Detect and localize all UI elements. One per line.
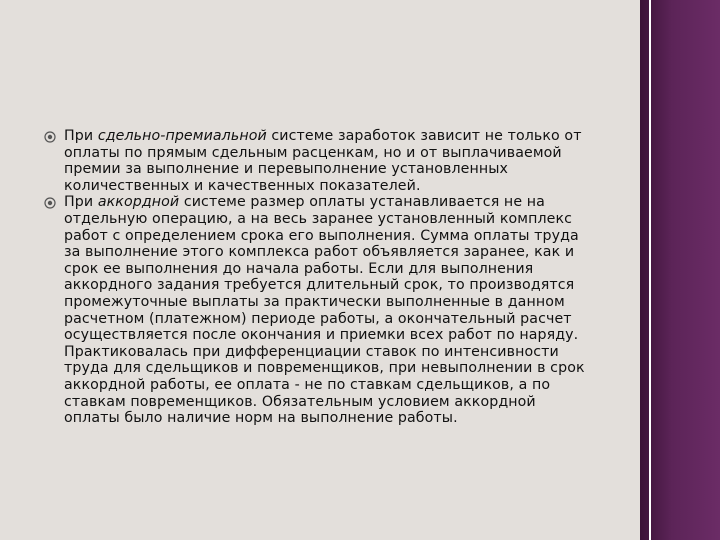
decorative-sidebar — [640, 0, 720, 540]
bullet-item-piecework-premium — [44, 128, 592, 194]
bullet-prefix: При — [64, 128, 98, 144]
bullet-emphasis: аккордной — [97, 194, 180, 211]
bullet-item-chord — [44, 194, 592, 426]
sidebar-divider-line — [649, 0, 651, 540]
bullet-emphasis: сдельно-премиальной — [97, 128, 267, 144]
circled-bullet-icon — [44, 131, 56, 143]
bullet-text: системе заработок зависит не только от оплаты по прямым сдельным расценкам, но и от выплачиваемой премии за выполнение и перевыполнение установленных количественных и качественных показателей. — [64, 128, 582, 194]
bullet-text: системе размер оплаты устанавливается не на отдельную операцию, а на весь заранее установленный комплекс работ с определением срока его выполнения. Сумма оплаты труда за выполнение этого комплекса работ объявляется заранее, как и срок ее выполнения до начала работы. Если для выполнения аккордного задания требуется длительный срок, то производятся промежуточные выплаты за практически выполненные в данном расчетном (платежном) периоде работы, а окончательный расчет осуществляется после окончания и приемки всех работ по наряду. Практиковалась при дифференциации ставок по интенсивности труда для сдельщиков и повременщиков, при невыполнении в срок аккордной работы, ее оплата - не по ставкам сдельщиков, а по ставкам повременщиков. Обязательным условием аккордной оплаты было наличие норм на выполнение работы. — [64, 194, 585, 427]
circled-bullet-icon — [44, 197, 56, 209]
bullet-list — [44, 128, 592, 427]
bullet-prefix: При — [64, 194, 98, 211]
